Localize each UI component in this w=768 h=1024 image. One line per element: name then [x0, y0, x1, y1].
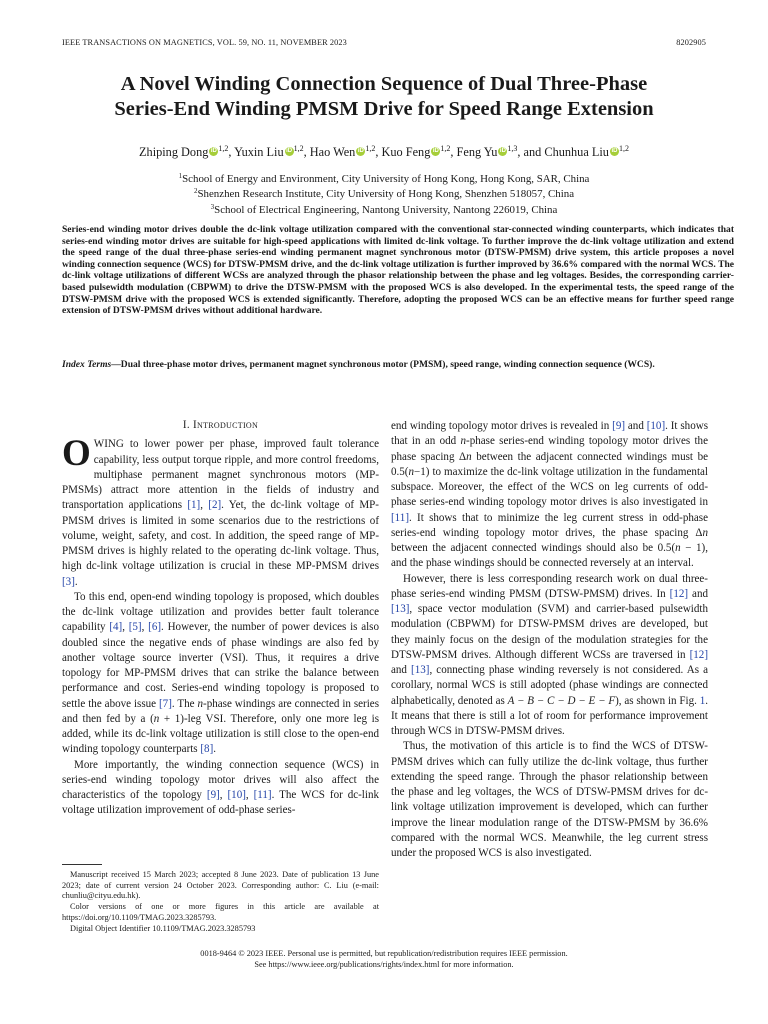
author-name: Zhiping Dong [139, 145, 209, 159]
math-variable: n [460, 435, 467, 448]
citation-link[interactable]: [13] [391, 603, 410, 615]
title-line-1: A Novel Winding Connection Sequence of Dual Three-Phase [120, 73, 648, 95]
text-run: More importantly, the winding connection sequence (WCS) in series-end winding topology motor drives will also affect the characteristics of the topology [62, 758, 379, 801]
author-separator: , [450, 145, 457, 159]
text-run: To this end, open-end winding topology is proposed, which doubles the dc-link voltage utilization and provides better fault tolerance capability [62, 590, 379, 634]
orcid-icon[interactable]: iD [499, 148, 506, 154]
author-name: Feng Yu [456, 145, 498, 159]
author-affiliation: 1,2 [293, 144, 304, 153]
affiliation-number: 1 [178, 172, 183, 180]
citation-link[interactable]: [10] [227, 789, 246, 801]
citation-link[interactable]: [13] [411, 664, 430, 676]
footnote-rule [62, 864, 102, 865]
section-heading [62, 418, 379, 433]
author-separator: , and [517, 145, 545, 159]
orcid-icon[interactable]: iD [432, 148, 439, 154]
index-terms-dash: — [111, 359, 121, 370]
citation-link[interactable]: [12] [689, 648, 708, 661]
article-number: 8202905 [676, 38, 706, 47]
paragraph: More importantly, the winding connection sequence (WCS) in series-end winding topology motor drives will also affect the characteristics of the topology [9], [10], [11]. The WCS for dc-link voltage utilization improvement of odd-phase series- [62, 758, 379, 817]
affiliation-text: Shenzhen Research Institute, City University of Hong Kong, Shenzhen 518057, China [197, 188, 575, 201]
affiliation-text: School of Energy and Environment, City University of Hong Kong, Hong Kong, SAR, China [182, 173, 590, 185]
affiliation-text: School of Electrical Engineering, Nantong University, Nantong 226019, China [214, 203, 558, 216]
journal-name: IEEE TRANSACTIONS ON MAGNETICS, VOL. 59, NO. 11, NOVEMBER 2023 [62, 38, 347, 47]
affiliation-number: 3 [210, 202, 215, 211]
text-run: . It means that there is still a lot of room for performance improvement through WCS in DTSW-PMSM drives. [391, 694, 708, 737]
text-run: between the adjacent connected windings should also be 0.5( [391, 542, 676, 554]
author [457, 145, 545, 159]
author [310, 145, 382, 159]
text-run: . The [171, 697, 198, 710]
math-variable: n [197, 697, 204, 710]
drop-cap: O [62, 433, 91, 475]
author-separator: , [303, 145, 310, 159]
math-variable: n [466, 450, 472, 463]
footnote-doi: Digital Object Identifier 10.1109/TMAG.2023.3285793 [70, 923, 256, 933]
title-line-2: Series-End Winding PMSM Drive for Speed Range Extension [114, 98, 654, 120]
index-terms-label: Index Terms [62, 359, 112, 370]
text-run: However, there is less corresponding research work on dual three-phase series-end winding PMSM (DTSW-PMSM) drives. In [391, 572, 708, 600]
text-run: . Yet, the dc-link voltage of MP-PMSM drives is limited in some scenarios due to the restrictions of volume, weight, safety, and cost. In addition, the speed range of MP-PMSM drives is highly related to the operating dc-link voltage. Thus, high dc-link voltage utilization is crucial in these MP-PMSM drives [62, 499, 379, 573]
index-terms [62, 359, 734, 371]
author [544, 145, 629, 159]
section-title: Introduction [193, 419, 259, 431]
orcid-icon[interactable]: iD [286, 148, 293, 154]
footnote-color: Color versions of one or more figures in this article are available at https://doi.org/10.1109/TMAG.2023.3285793. [62, 902, 379, 922]
footnote-manuscript: Manuscript received 15 March 2023; accepted 8 June 2023. Date of publication 13 June 2023; date of current version 24 October 2023. Corresponding author: C. Liu (e-mail: chunliu@cityu.edu.hk). [62, 870, 379, 901]
author-separator: , [375, 145, 382, 159]
citation-link[interactable]: [4] [109, 621, 123, 634]
citation-link[interactable]: [8] [200, 743, 214, 756]
citation-link[interactable]: [3] [62, 575, 75, 588]
math-variable: n [702, 526, 708, 539]
citation-link[interactable]: [9] [612, 420, 626, 432]
section-number: I. [182, 419, 190, 431]
orcid-icon[interactable]: iD [611, 148, 618, 154]
text-run: ), as shown in Fig. [615, 694, 700, 707]
index-terms-text: Dual three-phase motor drives, permanent magnet synchronous motor (PMSM), speed range, winding connection sequence (WCS). [120, 359, 655, 370]
text-run: -phase windings are connected in series and then fed by a ( [62, 697, 380, 725]
text-run: WING to lower power per phase, improved fault tolerance capability, less output torque ripple, and more control freedoms, multiphase permanent magnet synchronous motors (MP-PMSMs) attract more attention in the fields of industry and transportation applications [62, 438, 379, 512]
text-run: . It shows that in an odd [391, 420, 708, 448]
text-run: . However, the number of power devices is also doubled since the negative ends of phase windings are also fed by another voltage source inverter (VSI). Thus, it requires a drive topology for MP-PMSM drives that can strike the balance between performance and cost. Series-end winding topology is proposed to settle the above issue [62, 621, 379, 710]
citation-link[interactable]: [12] [669, 587, 689, 600]
text-run: . It shows that to minimize the leg current stress in odd-phase series-end winding topology motor drives, the phase spacing Δ [391, 511, 708, 539]
paper-title [40, 72, 728, 122]
citation-link[interactable]: [10] [646, 420, 666, 432]
text-run: -phase series-end winding topology motor drives the phase spacing Δ [391, 435, 708, 463]
text-run: . The WCS for dc-link voltage utilization improvement of odd-phase series- [62, 789, 379, 817]
math-variable: n [675, 542, 681, 554]
text-run: , connecting phase winding reversely is not considered. As a corollary, normal WCS is still adopted (phase windings are connected alphabetically, denoted as [391, 664, 708, 707]
author-list [40, 144, 728, 160]
figure-link[interactable]: 1 [699, 694, 706, 707]
text-run: − 1), and the phase windings should be connected reversely at an interval. [391, 542, 708, 570]
citation-link[interactable]: [5] [128, 621, 142, 634]
author [234, 145, 310, 159]
text-run: , space vector modulation (SVM) and carrier-based pulsewidth modulation (CBPWM) for DTSW-PMSM drives are developed, but they mainly focus on the design of the modulation strategies for the DTSW-PMSM drives. Although different WCSs are traversed in [391, 603, 708, 661]
paragraph: Thus, the motivation of this article is to find the WCS of DTSW-PMSM drives which can fully utilize the dc-link voltage, thus further extending the speed range. Through the phasor relationship between the phase and leg voltages, the WCS of DTSW-PMSM drives for dc-link voltage utilization improvement is developed, which can further improve the linear modulation range of the DTSW-PMSM by 36.6% compared with the normal WCS. Meanwhile, the leg current stress under the proposed WCS is also investigated. [391, 740, 708, 859]
copyright-notice [40, 949, 728, 971]
citation-link[interactable]: [9] [206, 789, 220, 801]
author-name: Chunhua Liu [544, 145, 609, 159]
citation-link[interactable]: [11] [391, 511, 409, 524]
citation-link[interactable]: [2] [208, 499, 222, 512]
math-variable: n [408, 465, 415, 478]
copyright-line-2: See https://www.ieee.org/publications/rights/index.html for more information. [254, 959, 514, 969]
text-run: end winding topology motor drives is revealed in [391, 420, 613, 432]
orcid-icon[interactable]: iD [210, 148, 217, 154]
math-sequence: A − B − C − D − E − F [507, 694, 616, 707]
citation-link[interactable]: [7] [159, 697, 172, 710]
text-run: −1) to maximize the dc-link voltage utilization in the fundamental subspace. Moreover, the effect of the WCS on leg currents of odd-phase series-end winding topology motor drives is also investigated in [391, 465, 708, 509]
citation-link[interactable]: [11] [253, 789, 272, 801]
author-affiliation: 1,2 [365, 144, 376, 153]
author-separator: , [228, 145, 235, 159]
citation-link[interactable]: [1] [187, 499, 201, 512]
author-name: Kuo Feng [381, 145, 431, 159]
affiliations [40, 172, 728, 218]
citation-link[interactable]: [6] [148, 621, 162, 634]
author-affiliation: 1,2 [440, 144, 451, 153]
affiliation-1 [40, 172, 728, 187]
text-run: between the adjacent connected windings must be 0.5( [391, 450, 708, 478]
author-name: Yuxin Liu [234, 145, 284, 159]
author-affiliation: 1,2 [618, 144, 629, 153]
copyright-line-1: 0018-9464 © 2023 IEEE. Personal use is permitted, but republication/redistribution requires IEEE permission. [200, 949, 568, 958]
author-affiliation: 1,2 [218, 144, 229, 153]
left-column [62, 418, 379, 819]
paragraph: However, there is less corresponding research work on dual three-phase series-end winding PMSM (DTSW-PMSM) drives. In [12] and [13], space vector modulation (SVM) and carrier-based pulsewidth modulation (CBPWM) for DTSW-PMSM drives are developed, but they mainly focus on the design of the modulation strategies for the DTSW-PMSM drives. Although different WCSs are traversed in [12] and [13], connecting phase winding reversely is not considered. As a corollary, normal WCS is still adopted (phase windings are connected alphabetically, denoted as A − B − C − D − E − F), as shown in Fig. 1. It means that there is still a lot of room for performance improvement through WCS in DTSW-PMSM drives. [391, 572, 708, 737]
orcid-icon[interactable]: iD [357, 148, 364, 154]
paragraph: OWING to lower power per phase, improved fault tolerance capability, less output torque ripple, and more control freedoms, multiphase permanent magnet synchronous motors (MP-PMSMs) attract more attention in the fields of industry and transportation applications [1], [2]. Yet, the dc-link voltage of MP-PMSM drives is limited in some scenarios due to the restrictions of volume, weight, safety, and cost. In addition, the speed range of MP-PMSM drives is highly related to the operating dc-link voltage. Thus, high dc-link voltage utilization is crucial in these MP-PMSM drives [3]. [62, 433, 379, 588]
affiliation-3 [40, 203, 728, 218]
right-column [391, 419, 708, 861]
affiliation-2 [40, 187, 728, 202]
affiliation-number: 2 [193, 187, 198, 196]
author-affiliation: 1,3 [507, 144, 518, 153]
math-variable: n [153, 712, 160, 725]
author-name: Hao Wen [309, 145, 356, 159]
text-run: + 1)-leg VSI. Therefore, only one more leg is added, while its dc-link voltage utilization is still close to the open-end winding topology counterparts [62, 712, 380, 756]
footnote [62, 870, 379, 934]
abstract: Series-end winding motor drives double the dc-link voltage utilization compared with the conventional star-connected winding counterparts, which indicates that series-end winding motor drives are suitable for high-speed applications with limited dc-link voltage. To further improve the dc-link voltage utilization and extend the speed range of the dual three-phase series-end winding permanent magnet synchronous motor (DTSW-PMSM) drive system, this article proposes a novel winding connection sequence (WCS) for DTSW-PMSM drive, and the dc-link voltage utilization is further improved by 36.6% compared with the normal WCS. The dc-link voltage utilizations of different WCSs are analyzed through the phasor relationship between the phase and leg voltages. Besides, the corresponding carrier-based pulsewidth modulation (CBPWM) to drive the DTSW-PMSM with the proposed WCS is also developed. In the experimental tests, the speed range of the DTSW-PMSM drive with the proposed WCS is extended significantly. Therefore, adopting the proposed WCS can be an effective means for further speed range extension of DTSW-PMSM drives without additional hardware. [62, 224, 734, 317]
paragraph: To this end, open-end winding topology is proposed, which doubles the dc-link voltage utilization and provides better fault tolerance capability [4], [5], [6]. However, the number of power devices is also doubled since the negative ends of phase windings are also fed by another voltage source inverter (VSI). Thus, it requires a drive topology for MP-PMSM drives that can strike the balance between performance and cost. Series-end winding topology is proposed to settle the above issue [7]. The n-phase windings are connected in series and then fed by a (n + 1)-leg VSI. Therefore, only one more leg is added, while its dc-link voltage utilization is still close to the open-end winding topology counterparts [8]. [62, 590, 380, 756]
paragraph: end winding topology motor drives is revealed in [9] and [10]. It shows that in an odd n-phase series-end winding topology motor drives the phase spacing Δn between the adjacent connected windings must be 0.5(n−1) to maximize the dc-link voltage utilization in the fundamental subspace. Moreover, the effect of the WCS on leg currents of odd-phase series-end winding topology motor drives is also investigated in [11]. It shows that to minimize the leg current stress in odd-phase series-end winding topology motor drives, the phase spacing Δn between the adjacent connected windings should also be 0.5(n − 1), and the phase windings should be connected reversely at an interval. [391, 420, 708, 570]
author [382, 145, 457, 159]
author [139, 145, 234, 159]
